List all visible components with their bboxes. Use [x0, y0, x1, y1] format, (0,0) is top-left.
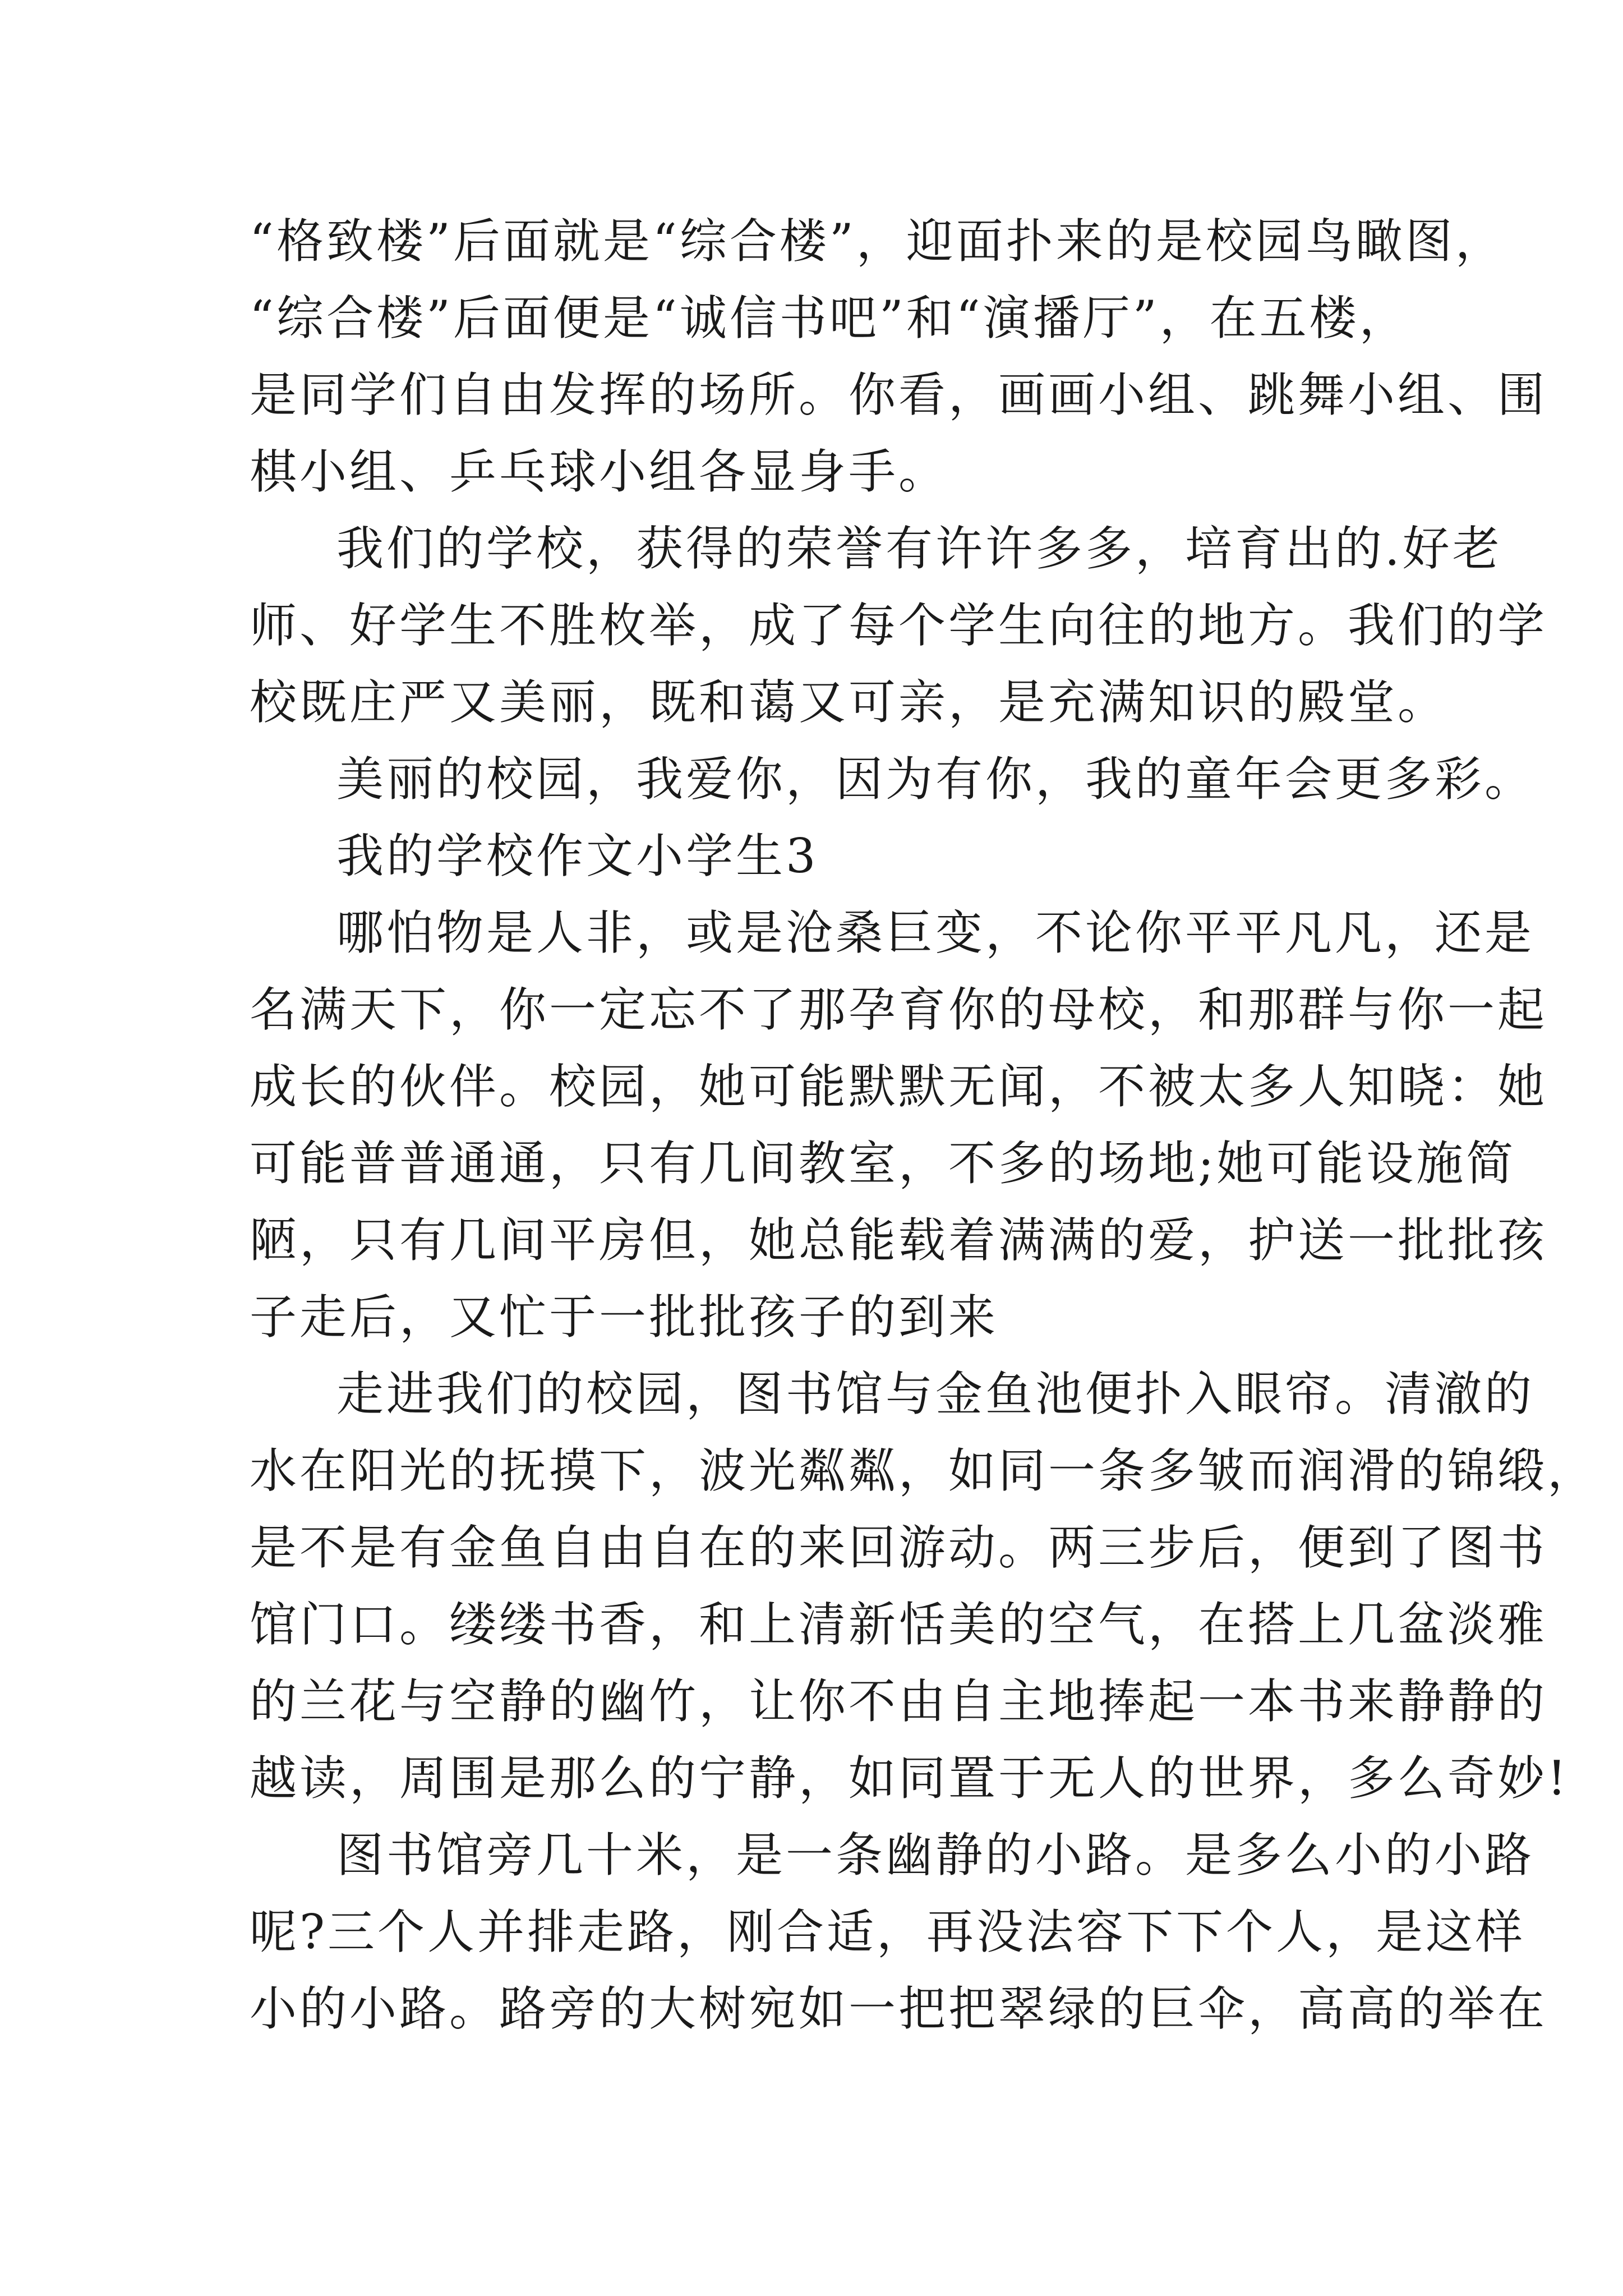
- text-line: 陋，只有几间平房但，她总能载着满满的爱，护送一批批孩: [250, 1213, 1548, 1268]
- text-line: 棋小组、乒乓球小组各显身手。: [250, 444, 949, 499]
- text-line: 的兰花与空静的幽竹，让你不由自主地捧起一本书来静静的: [250, 1674, 1548, 1729]
- paragraph-first-line: 美丽的校园，我爱你，因为有你，我的童年会更多彩。: [336, 752, 1535, 807]
- text-line: 是同学们自由发挥的场所。你看，画画小组、跳舞小组、围: [250, 367, 1548, 422]
- text-line: “综合楼”后面便是“诚信书吧”和“演播厅”，在五楼，: [250, 291, 1409, 346]
- section-heading: 我的学校作文小学生3: [336, 829, 819, 884]
- text-line: 呢?三个人并排走路，刚合适，再没法容下下个人，是这样: [250, 1904, 1526, 1959]
- paragraph-first-line: 哪怕物是人非，或是沧桑巨变，不论你平平凡凡，还是: [336, 905, 1535, 960]
- paragraph-first-line: 走进我们的校园，图书馆与金鱼池便扑入眼帘。清澈的: [336, 1366, 1535, 1421]
- text-line: “格致楼”后面就是“综合楼”，迎面扑来的是校园鸟瞰图，: [250, 214, 1505, 269]
- text-line: 是不是有金鱼自由自在的来回游动。两三步后，便到了图书: [250, 1520, 1548, 1575]
- text-line: 师、好学生不胜枚举，成了每个学生向往的地方。我们的学: [250, 598, 1548, 653]
- text-line: 馆门口。缕缕书香，和上清新恬美的空气，在搭上几盆淡雅: [250, 1597, 1548, 1652]
- text-line: 越读，周围是那么的宁静，如同置于无人的世界，多么奇妙!: [250, 1751, 1569, 1806]
- text-line: 成长的伙伴。校园，她可能默默无闻，不被太多人知晓：她: [250, 1059, 1548, 1114]
- paragraph-first-line: 图书馆旁几十米，是一条幽静的小路。是多么小的小路: [336, 1828, 1535, 1883]
- text-line: 校既庄严又美丽，既和蔼又可亲，是充满知识的殿堂。: [250, 675, 1448, 730]
- text-line: 水在阳光的抚摸下，波光粼粼，如同一条多皱而润滑的锦缎，: [250, 1443, 1598, 1498]
- text-line: 子走后，又忙于一批批孩子的到来: [250, 1290, 999, 1345]
- text-line: 名满天下，你一定忘不了那孕育你的母校，和那群与你一起: [250, 982, 1548, 1037]
- text-line: 可能普普通通，只有几间教室，不多的场地;她可能设施简: [250, 1136, 1516, 1191]
- text-line: 小的小路。路旁的大树宛如一把把翠绿的巨伞，高高的举在: [250, 1981, 1548, 2036]
- paragraph-first-line: 我们的学校，获得的荣誉有许许多多，培育出的.好老: [336, 521, 1502, 576]
